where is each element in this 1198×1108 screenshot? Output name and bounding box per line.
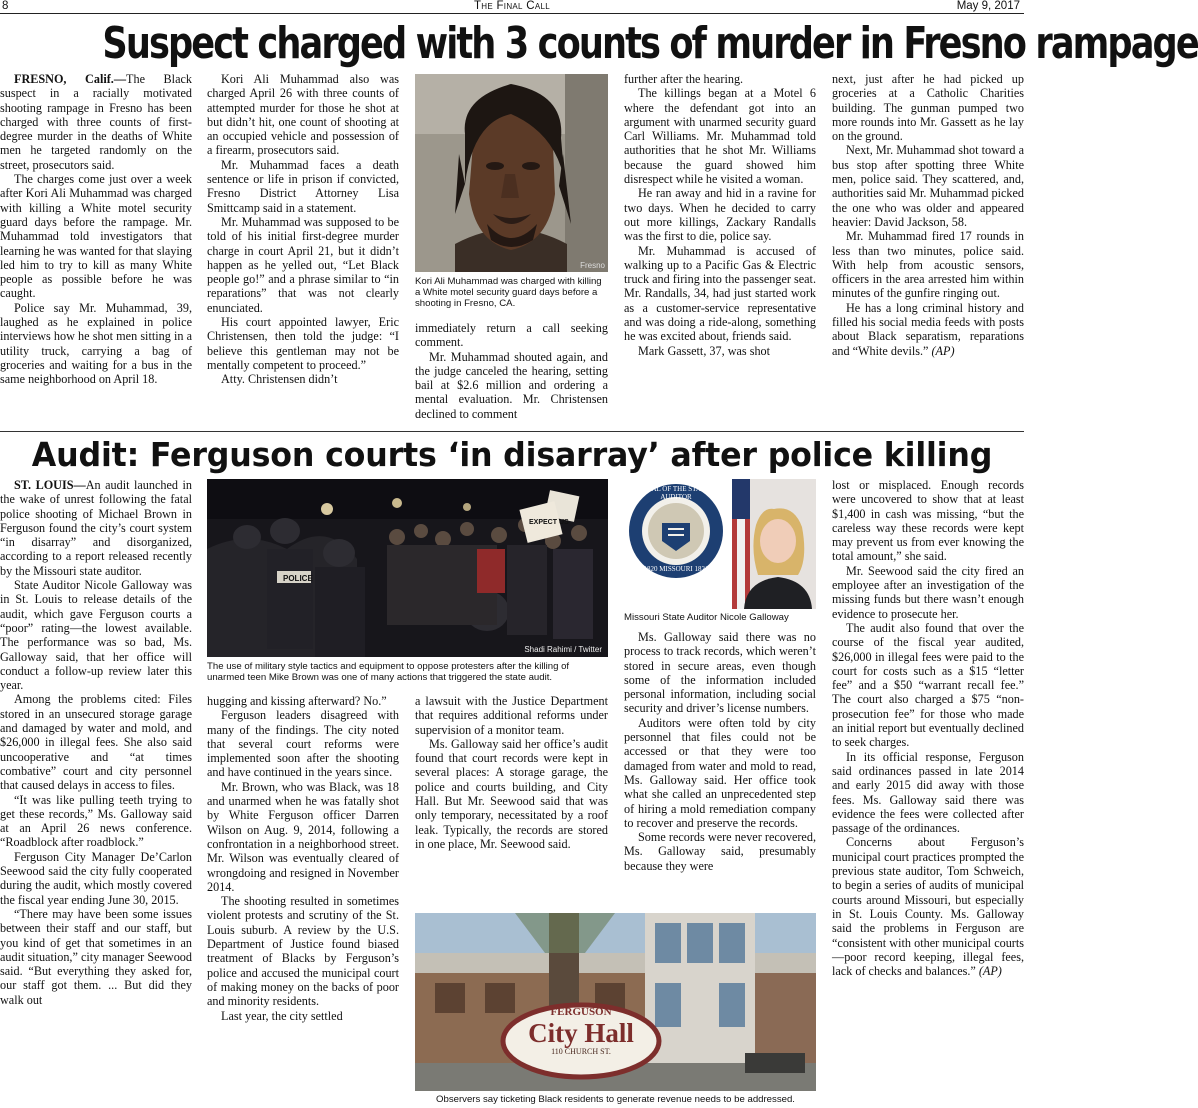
seal-year-text: 1820 MISSOURI 1821 (643, 565, 709, 573)
paragraph: The shooting resulted in sometimes violent protests and scrutiny of the St. Louis suburb. A review by the U.S. Department of Justice found biased treatment of Blacks by Ferguson’s police and accused the municipal court of making money on the backs of poor and minority residents. (207, 894, 399, 1009)
protest-photo-caption: The use of military style tactics and equipment to oppose protesters after the killing of unarmed teen Mike Brown was one of many actions that triggered the state audit. (207, 661, 570, 683)
seal-lettering (629, 479, 723, 583)
paragraph: State Auditor Nicole Galloway was in St. Louis to release details of the audit, which gave Ferguson courts a “poor” rating—the lowest available. The performance was so bad, Ms. Galloway said, that her office will conduct a follow-up review later this year. (0, 578, 192, 693)
paragraph: The Black suspect in a racially motivated shooting rampage in Fresno has been charged with three counts of first-degree murder in the deaths of White men he targeted randomly on the street, prosecutors said. (0, 72, 192, 172)
fresno-column-1 (0, 72, 192, 428)
paragraph: Concerns about Ferguson’s municipal court practices prompted the previous state auditor, Tom Schweich, to begin a series of audits of municipal courts around Missouri, but especially in St. Louis County. Ms. Galloway said the problems in Ferguson are “consistent with other municipal courts—poor record keeping, illegal fees, lack of checks and balances.” (832, 835, 1024, 979)
dateline: ST. LOUIS— (14, 478, 86, 492)
seal-title-text: SEAL OF THE STATE AUDITOR (643, 485, 709, 501)
paragraph: An audit launched in the wake of unrest following the fatal police shooting of Michael Brown in Ferguson found the city’s court system “in disarray” and disorganized, according to a report released recently by the Missouri state auditor. (0, 478, 193, 578)
sign-city-hall-text: City Hall (528, 1018, 634, 1048)
fresno-column-4 (624, 72, 816, 428)
paragraph: Mr. Muhammad shouted again, and the judge canceled the hearing, setting bail at $2.6 million and ordering a mental evaluation. Mr. Christensen declined to comment (415, 349, 608, 421)
paragraph: The audit also found that over the course of the fiscal year audited, $26,000 in illegal fees were paid to the court for costs such as a $15 “letter fee” and a $50 “warrant recall fee.” The court also charged a $75 “non-prosecution fee” for those who made an initial report but eventually declined to seek charges. (832, 620, 1024, 750)
suspect-photo-caption: Kori Ali Muhammad was charged with killing a White motel security guard days before a shooting in Fresno, CA. (415, 276, 602, 309)
suspect-photo (415, 74, 608, 272)
protest-scene-image (207, 479, 608, 657)
paragraph: hugging and kissing afterward? No.” (207, 694, 387, 708)
ferguson-column-4 (624, 630, 816, 908)
paragraph: Atty. Christensen didn’t (221, 372, 338, 387)
ferguson-column-1 (0, 478, 192, 1108)
headline-fresno: Suspect charged with 3 counts of murder in Fresno rampage (102, 18, 1198, 69)
paragraph: Next, Mr. Muhammad shot toward a bus stop after spotting three White men, police said. They scattered, and, authorities said Mr. Muhammad picked the one who was older and appeared heavier: David Jackson, 58. (832, 143, 1024, 229)
ferguson-column-2 (207, 694, 399, 1108)
paragraph: “There may have been some issues between their staff and our staff, but you kind of get that sometimes in an audit situation,” city manager Seewood said. “But everything they asked for, our staff got them. ... But did they walk out (0, 906, 192, 1007)
paragraph: Ms. Galloway said there was no process to track records, which weren’t stored in secure areas, even though some of the information included personal information, including social security and driver’s license numbers. (624, 630, 816, 716)
paragraph: lost or misplaced. Enough records were uncovered to show that at least $1,400 in cash was missing, “but the careless way these records were kept may prevent us from ever knowing the total amount,” she said. (832, 478, 1024, 564)
ferguson-column-3 (415, 694, 608, 908)
auditor-photo (624, 479, 816, 609)
masthead: The Final Call (473, 0, 551, 12)
city-hall-photo (415, 913, 816, 1091)
paragraph: Last year, the city settled (221, 1008, 343, 1023)
headline-ferguson: Audit: Ferguson courts ‘in disarray’ after police killing (31, 435, 993, 474)
paragraph: In its official response, Ferguson said ordinances passed in late 2014 and early 2015 did away with those fees. Ms. Galloway said there was evidence the fees were collected after passage of the ordinances. (832, 749, 1024, 836)
protest-sign-text: EXPECT US (529, 519, 569, 526)
paragraph: Mr. Seewood said the city fired an employee after an investigation of the missing funds but there wasn’t enough evidence to prosecute her. (832, 563, 1024, 621)
paragraph: He ran away and hid in a ravine for two days. When he decided to carry out more killings, Zackary Randalls was the first to die, police say. (624, 186, 816, 244)
page-number: 8 (2, 0, 9, 12)
paragraph: Ms. Galloway said her office’s audit found that court records were kept in several places: A storage garage, the police and courts building, and City Hall. But Mr. Seewood said that was only temporary, necessitated by a roof leak. Typically, the records are stored in one place, Mr. Seewood said. (415, 736, 608, 851)
city-hall-sign (503, 1005, 659, 1077)
paragraph: Mr. Muhammad was supposed to be told of his initial first-degree murder charge in court April 21, but it didn’t happen as he yelled out, “Let Black people go!” and a phrase similar to “in reparations” that was not clearly enunciated. (207, 214, 399, 315)
paragraph: Police say Mr. Muhammad, 39, laughed as he explained in police interviews how he shot men sitting in a utility truck, carrying a bag of groceries and waiting for a bus in the same neighborhood on April 18. (0, 300, 192, 387)
sign-ferguson-text: FERGUSON (550, 1006, 612, 1018)
paragraph: Mr. Brown, who was Black, was 18 and unarmed when he was fatally shot by White Ferguson officer Darren Wilson on Aug. 9, 2014, following a confrontation in a neighborhood street. Mr. Wilson was eventually cleared of wrongdoing and resigned in November 2014. (207, 779, 399, 894)
ferguson-column-5 (832, 478, 1024, 1108)
dateline: FRESNO, Calif.— (14, 72, 127, 86)
paragraph: He has a long criminal history and filled his social media feeds with posts about Black separatism, reparations and “White devils.” (832, 300, 1024, 358)
protest-photo-credit: Shadi Rahimi / Twitter (524, 645, 602, 654)
issue-date: May 9, 2017 (956, 0, 1020, 12)
sign-address-text: 110 CHURCH ST. (551, 1047, 611, 1056)
paragraph: Mr. Muhammad is accused of walking up to a Pacific Gas & Electric truck and firing into the passenger seat. Mr. Randalls, 34, had just started work as a customer-service representative and was doing a ride-along, something he was excited about, friends said. (624, 243, 816, 344)
paragraph: Mark Gassett, 37, was shot (638, 343, 771, 358)
paragraph: Ferguson City Manager De’Carlon Seewood said the city fully cooperated during the audit, which mostly covered the fiscal year ending June 30, 2015. (0, 849, 192, 907)
fresno-column-5 (832, 72, 1024, 428)
paragraph: Ferguson leaders disagreed with many of the findings. The city noted that several court reforms were implemented soon after the shooting and have continued in the years since. (207, 708, 399, 780)
photo-credit: Fresno (580, 261, 605, 270)
fresno-column-3 (415, 321, 608, 428)
protest-photo (207, 479, 608, 657)
paragraph: The killings began at a Motel 6 where the defendant got into an argument with unarmed security guard Carl Williams. Mr. Muhammad told authorities that he shot Mr. Williams because the guard showed him disrespect while he visited a woman. (624, 86, 816, 187)
fresno-column-2 (207, 72, 399, 428)
paragraph: Mr. Muhammad faces a death sentence or life in prison if convicted, Fresno District Attorney Lisa Smittcamp said in a statement. (207, 157, 399, 215)
paragraph: a lawsuit with the Justice Department that requires additional reforms under supervision of a monitor team. (415, 694, 608, 737)
police-vest-text: POLICE (283, 574, 313, 583)
paragraph: His court appointed lawyer, Eric Christensen, then told the judge: “I believe this gentleman may not be mentally competent to proceed.” (207, 315, 399, 372)
suspect-portrait-image (415, 74, 608, 272)
byline: (AP) (978, 964, 1002, 979)
paragraph: Among the problems cited: Files stored in an unsecured storage garage and damaged by water and mold, and $26,000 in illegal fees. She also said uncooperative and “at times combative” court and city personnel that caused delays in access to files. (0, 692, 192, 793)
paragraph: further after the hearing. (624, 72, 744, 86)
city-hall-photo-caption: Observers say ticketing Black residents to generate revenue needs to be addressed. (436, 1094, 795, 1105)
paragraph: next, just after he had picked up groceries at a Catholic Charities building. The gunman pumped two more rounds into Mr. Gassett as he lay on the ground. (832, 72, 1024, 144)
paragraph: Kori Ali Muhammad also was charged April 26 with three counts of attempted murder for those he shot at but didn’t hit, one count of shooting at an occupied vehicle and possession of a firearm, prosecutors said. (207, 72, 399, 158)
auditor-photo-caption: Missouri State Auditor Nicole Galloway (624, 612, 789, 623)
paragraph: “It was like pulling teeth trying to get these records,” Ms. Galloway said at an April 26 news conference. “Roadblock after roadblock.” (0, 792, 192, 850)
paragraph: Some records were never recovered, Ms. Galloway said, presumably because they were (624, 830, 816, 873)
paragraph: The charges come just over a week after Kori Ali Muhammad was charged with killing a White motel security guard days before the rampage. Mr. Muhammad told investigators that learning he was wanted for that slaying led him to try to kill as many White people as possible before he was caught. (0, 172, 192, 301)
paragraph: Auditors were often told by city personnel that files could not be accessed or that they were too damaged from water and mold to read, Ms. Galloway said. Her office took what she called an unprecedented step of hiring a mold remediation company to recover and preserve the records. (624, 715, 816, 830)
paragraph: Mr. Muhammad fired 17 rounds in less than two minutes, police said. With help from acoustic sensors, officers in the area arrested him within minutes of the gunfire ringing out. (832, 229, 1024, 301)
page-folio (0, 0, 1024, 14)
paragraph: immediately return a call seeking comment. (415, 321, 608, 350)
section-divider (0, 431, 1024, 432)
byline: (AP) (931, 343, 955, 358)
